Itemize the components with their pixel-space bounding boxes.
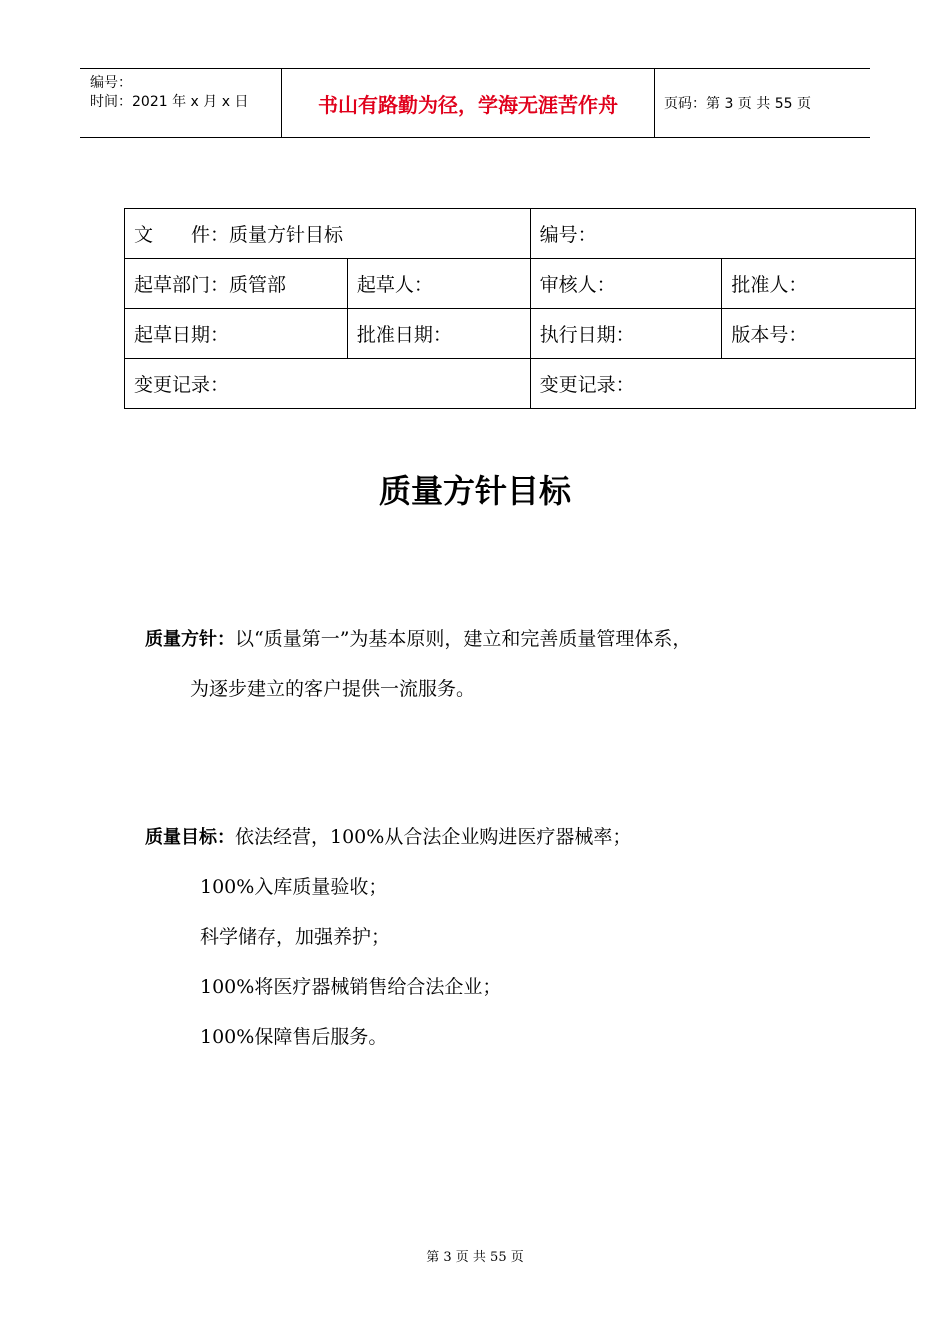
objective-item: 100%将医疗器械销售给合法企业；: [200, 976, 502, 998]
page-footer: 第 3 页 共 55 页: [426, 1250, 524, 1265]
doc-number-cell: 编号：: [530, 209, 915, 259]
file-name-cell: 文 件：质量方针目标: [125, 209, 531, 259]
version-cell: 版本号：: [722, 309, 916, 359]
exec-date-cell: 执行日期：: [530, 309, 722, 359]
approve-date-cell: 批准日期：: [347, 309, 530, 359]
header-page-info: 页码：第 3 页 共 55 页: [664, 96, 811, 112]
policy-line-2: 为逐步建立的客户提供一流服务。: [190, 678, 476, 700]
header-time-label: 时间：2021 年 x 月 x 日: [90, 94, 249, 110]
objective-item: 100%保障售后服务。: [200, 1026, 388, 1048]
objective-item: 100%入库质量验收；: [200, 876, 388, 898]
document-title: 质量方针目标: [378, 472, 571, 510]
table-row: [125, 309, 916, 359]
approver-cell: 批准人：: [722, 259, 916, 309]
drafter-cell: 起草人：: [347, 259, 530, 309]
policy-text-1: 以“质量第一”为基本原则，建立和完善质量管理体系，: [235, 628, 692, 650]
header-motto-cell: [281, 69, 655, 137]
table-row: [125, 359, 916, 409]
objective-label: 质量目标：: [145, 827, 235, 848]
table-row: [125, 259, 916, 309]
document-info-table: [124, 208, 916, 409]
change-record-right-cell: 变更记录：: [530, 359, 915, 409]
draft-date-cell: 起草日期：: [125, 309, 348, 359]
table-row: [125, 209, 916, 259]
header-motto: 书山有路勤为径，学海无涯苦作舟: [318, 92, 618, 117]
objective-item: 科学储存，加强养护；: [200, 926, 391, 948]
policy-line-1: [145, 624, 691, 651]
objective-line-1: [145, 822, 631, 849]
change-record-left-cell: 变更记录：: [125, 359, 531, 409]
reviewer-cell: 审核人：: [530, 259, 722, 309]
header-number-label: 编号：: [90, 75, 132, 91]
page-header: [80, 68, 870, 138]
objective-text-1: 依法经营，100%从合法企业购进医疗器械率；: [235, 826, 632, 848]
header-meta: [80, 69, 280, 137]
draft-dept-cell: 起草部门：质管部: [125, 259, 348, 309]
policy-label: 质量方针：: [145, 629, 235, 650]
